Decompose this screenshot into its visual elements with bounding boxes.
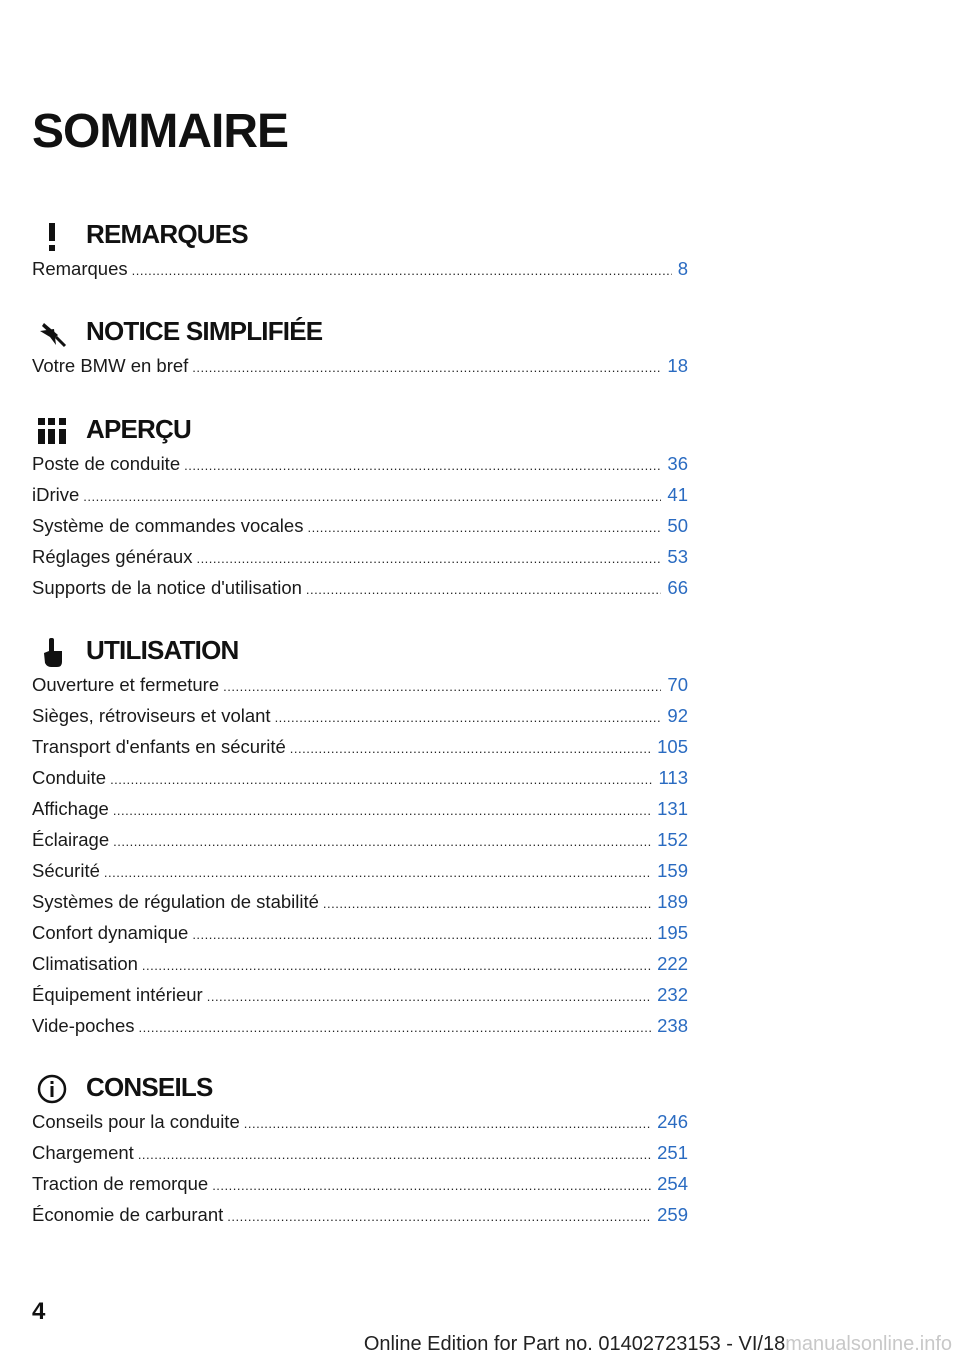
entry-label: Ouverture et fermeture <box>32 674 220 695</box>
entry-label: Réglages généraux <box>32 546 193 567</box>
dot-leader <box>139 1020 652 1035</box>
entry-page: 251 <box>657 1142 688 1163</box>
dot-leader <box>212 1178 651 1193</box>
toc-entry-confort-dynamique[interactable] <box>32 922 688 953</box>
footer-edition: Online Edition for Part no. 01402723153 - VI/18 <box>363 1333 786 1355</box>
entry-label: Climatisation <box>32 953 138 974</box>
section-header <box>32 313 688 355</box>
dot-leader <box>113 834 651 849</box>
dot-leader <box>83 489 661 504</box>
entry-label: Économie de carburant <box>32 1204 224 1225</box>
entry-label: Poste de conduite <box>32 453 181 474</box>
grid-icon <box>36 415 68 447</box>
toc-entry-supports-notice[interactable] <box>32 577 688 608</box>
footer-site: manualsonline.info <box>785 1333 952 1355</box>
dot-leader <box>290 741 651 756</box>
toc-entry-climatisation[interactable] <box>32 953 688 984</box>
dot-leader <box>184 458 661 473</box>
entry-label: Transport d'enfants en sécurité <box>32 736 286 757</box>
toc-entry-equipement-interieur[interactable] <box>32 984 688 1015</box>
entry-page: 259 <box>657 1204 688 1225</box>
toc-entry-conduite[interactable] <box>32 767 688 798</box>
dot-leader <box>138 1147 651 1162</box>
entry-page: 238 <box>657 1015 688 1036</box>
entry-page: 8 <box>677 258 688 279</box>
entry-page: 152 <box>657 829 688 850</box>
dot-leader <box>192 360 661 375</box>
entry-page: 18 <box>667 355 688 376</box>
entry-label: Affichage <box>32 798 109 819</box>
dot-leader <box>306 582 662 597</box>
toc-entry-chargement[interactable] <box>32 1142 688 1173</box>
entry-page: 159 <box>657 860 688 881</box>
entry-label: Vide-poches <box>32 1015 135 1036</box>
entry-page: 41 <box>667 484 688 505</box>
entry-label: Sièges, rétroviseurs et volant <box>32 705 271 726</box>
entry-label: Votre BMW en bref <box>32 355 189 376</box>
toc-entry-transport-enfants[interactable] <box>32 736 688 767</box>
dot-leader <box>227 1209 651 1224</box>
toc-entry-reglages-generaux[interactable] <box>32 546 688 577</box>
section-header <box>32 1069 688 1111</box>
toc-entry-conseils-conduite[interactable] <box>32 1111 688 1142</box>
entry-page: 92 <box>667 705 688 726</box>
toc-entry-commandes-vocales[interactable] <box>32 515 688 546</box>
dot-leader <box>192 927 651 942</box>
toc-entry-votre-bmw[interactable] <box>32 355 688 386</box>
entry-page: 195 <box>657 922 688 943</box>
dot-leader <box>196 551 661 566</box>
entry-page: 70 <box>667 674 688 695</box>
section-title: APERÇU <box>86 414 191 444</box>
entry-page: 246 <box>657 1111 688 1132</box>
entry-page: 189 <box>657 891 688 912</box>
dot-leader <box>207 989 651 1004</box>
page-title: SOMMAIRE <box>32 105 288 158</box>
entry-label: Chargement <box>32 1142 134 1163</box>
exclamation-icon <box>36 220 68 252</box>
entry-page: 105 <box>657 736 688 757</box>
dot-leader <box>104 865 651 880</box>
section-title: REMARQUES <box>86 219 248 249</box>
dot-leader <box>142 958 651 973</box>
toc-entry-vide-poches[interactable] <box>32 1015 688 1046</box>
section-apercu <box>32 411 688 608</box>
entry-label: Confort dynamique <box>32 922 189 943</box>
section-header <box>32 632 688 674</box>
toc-entry-traction-remorque[interactable] <box>32 1173 688 1204</box>
section-conseils <box>32 1069 688 1235</box>
toc-entry-eclairage[interactable] <box>32 829 688 860</box>
page-number: 4 <box>32 1298 46 1325</box>
pin-icon <box>36 317 68 349</box>
entry-page: 53 <box>667 546 688 567</box>
toc-entry-poste-de-conduite[interactable] <box>32 453 688 484</box>
entry-label: Systèmes de régulation de stabilité <box>32 891 319 912</box>
section-title: UTILISATION <box>86 635 239 665</box>
dot-leader <box>110 772 652 787</box>
entry-page: 36 <box>667 453 688 474</box>
toc-entry-remarques[interactable] <box>32 258 688 289</box>
entry-page: 232 <box>657 984 688 1005</box>
dot-leader <box>244 1116 651 1131</box>
toc-entry-economie-carburant[interactable] <box>32 1204 688 1235</box>
entry-page: 50 <box>667 515 688 536</box>
section-title: CONSEILS <box>86 1072 213 1102</box>
section-notice-simplifiee <box>32 313 688 386</box>
dot-leader <box>113 803 651 818</box>
entry-label: Équipement intérieur <box>32 984 203 1005</box>
hand-pointer-icon <box>36 636 68 668</box>
section-utilisation <box>32 632 688 1046</box>
section-remarques <box>32 216 688 289</box>
section-title: NOTICE SIMPLIFIÉE <box>86 316 323 346</box>
dot-leader <box>307 520 661 535</box>
toc-entry-regulation-stabilite[interactable] <box>32 891 688 922</box>
section-header <box>32 411 688 453</box>
section-header <box>32 216 688 258</box>
toc-entry-idrive[interactable] <box>32 484 688 515</box>
toc-entry-affichage[interactable] <box>32 798 688 829</box>
dot-leader <box>132 263 672 278</box>
dot-leader <box>323 896 651 911</box>
dot-leader <box>275 710 662 725</box>
toc-entry-ouverture[interactable] <box>32 674 688 705</box>
footer <box>364 1333 952 1356</box>
entry-label: Conseils pour la conduite <box>32 1111 240 1132</box>
entry-label: Supports de la notice d'utilisation <box>32 577 302 598</box>
entry-label: iDrive <box>32 484 80 505</box>
info-icon <box>36 1073 68 1105</box>
entry-label: Remarques <box>32 258 128 279</box>
dot-leader <box>223 679 661 694</box>
entry-label: Conduite <box>32 767 107 788</box>
entry-label: Éclairage <box>32 829 110 850</box>
entry-label: Sécurité <box>32 860 100 881</box>
entry-page: 131 <box>657 798 688 819</box>
entry-page: 222 <box>657 953 688 974</box>
entry-page: 66 <box>667 577 688 598</box>
toc-entry-sieges[interactable] <box>32 705 688 736</box>
toc-entry-securite[interactable] <box>32 860 688 891</box>
entry-page: 254 <box>657 1173 688 1194</box>
entry-page: 113 <box>658 767 688 788</box>
entry-label: Système de commandes vocales <box>32 515 304 536</box>
entry-label: Traction de remorque <box>32 1173 209 1194</box>
